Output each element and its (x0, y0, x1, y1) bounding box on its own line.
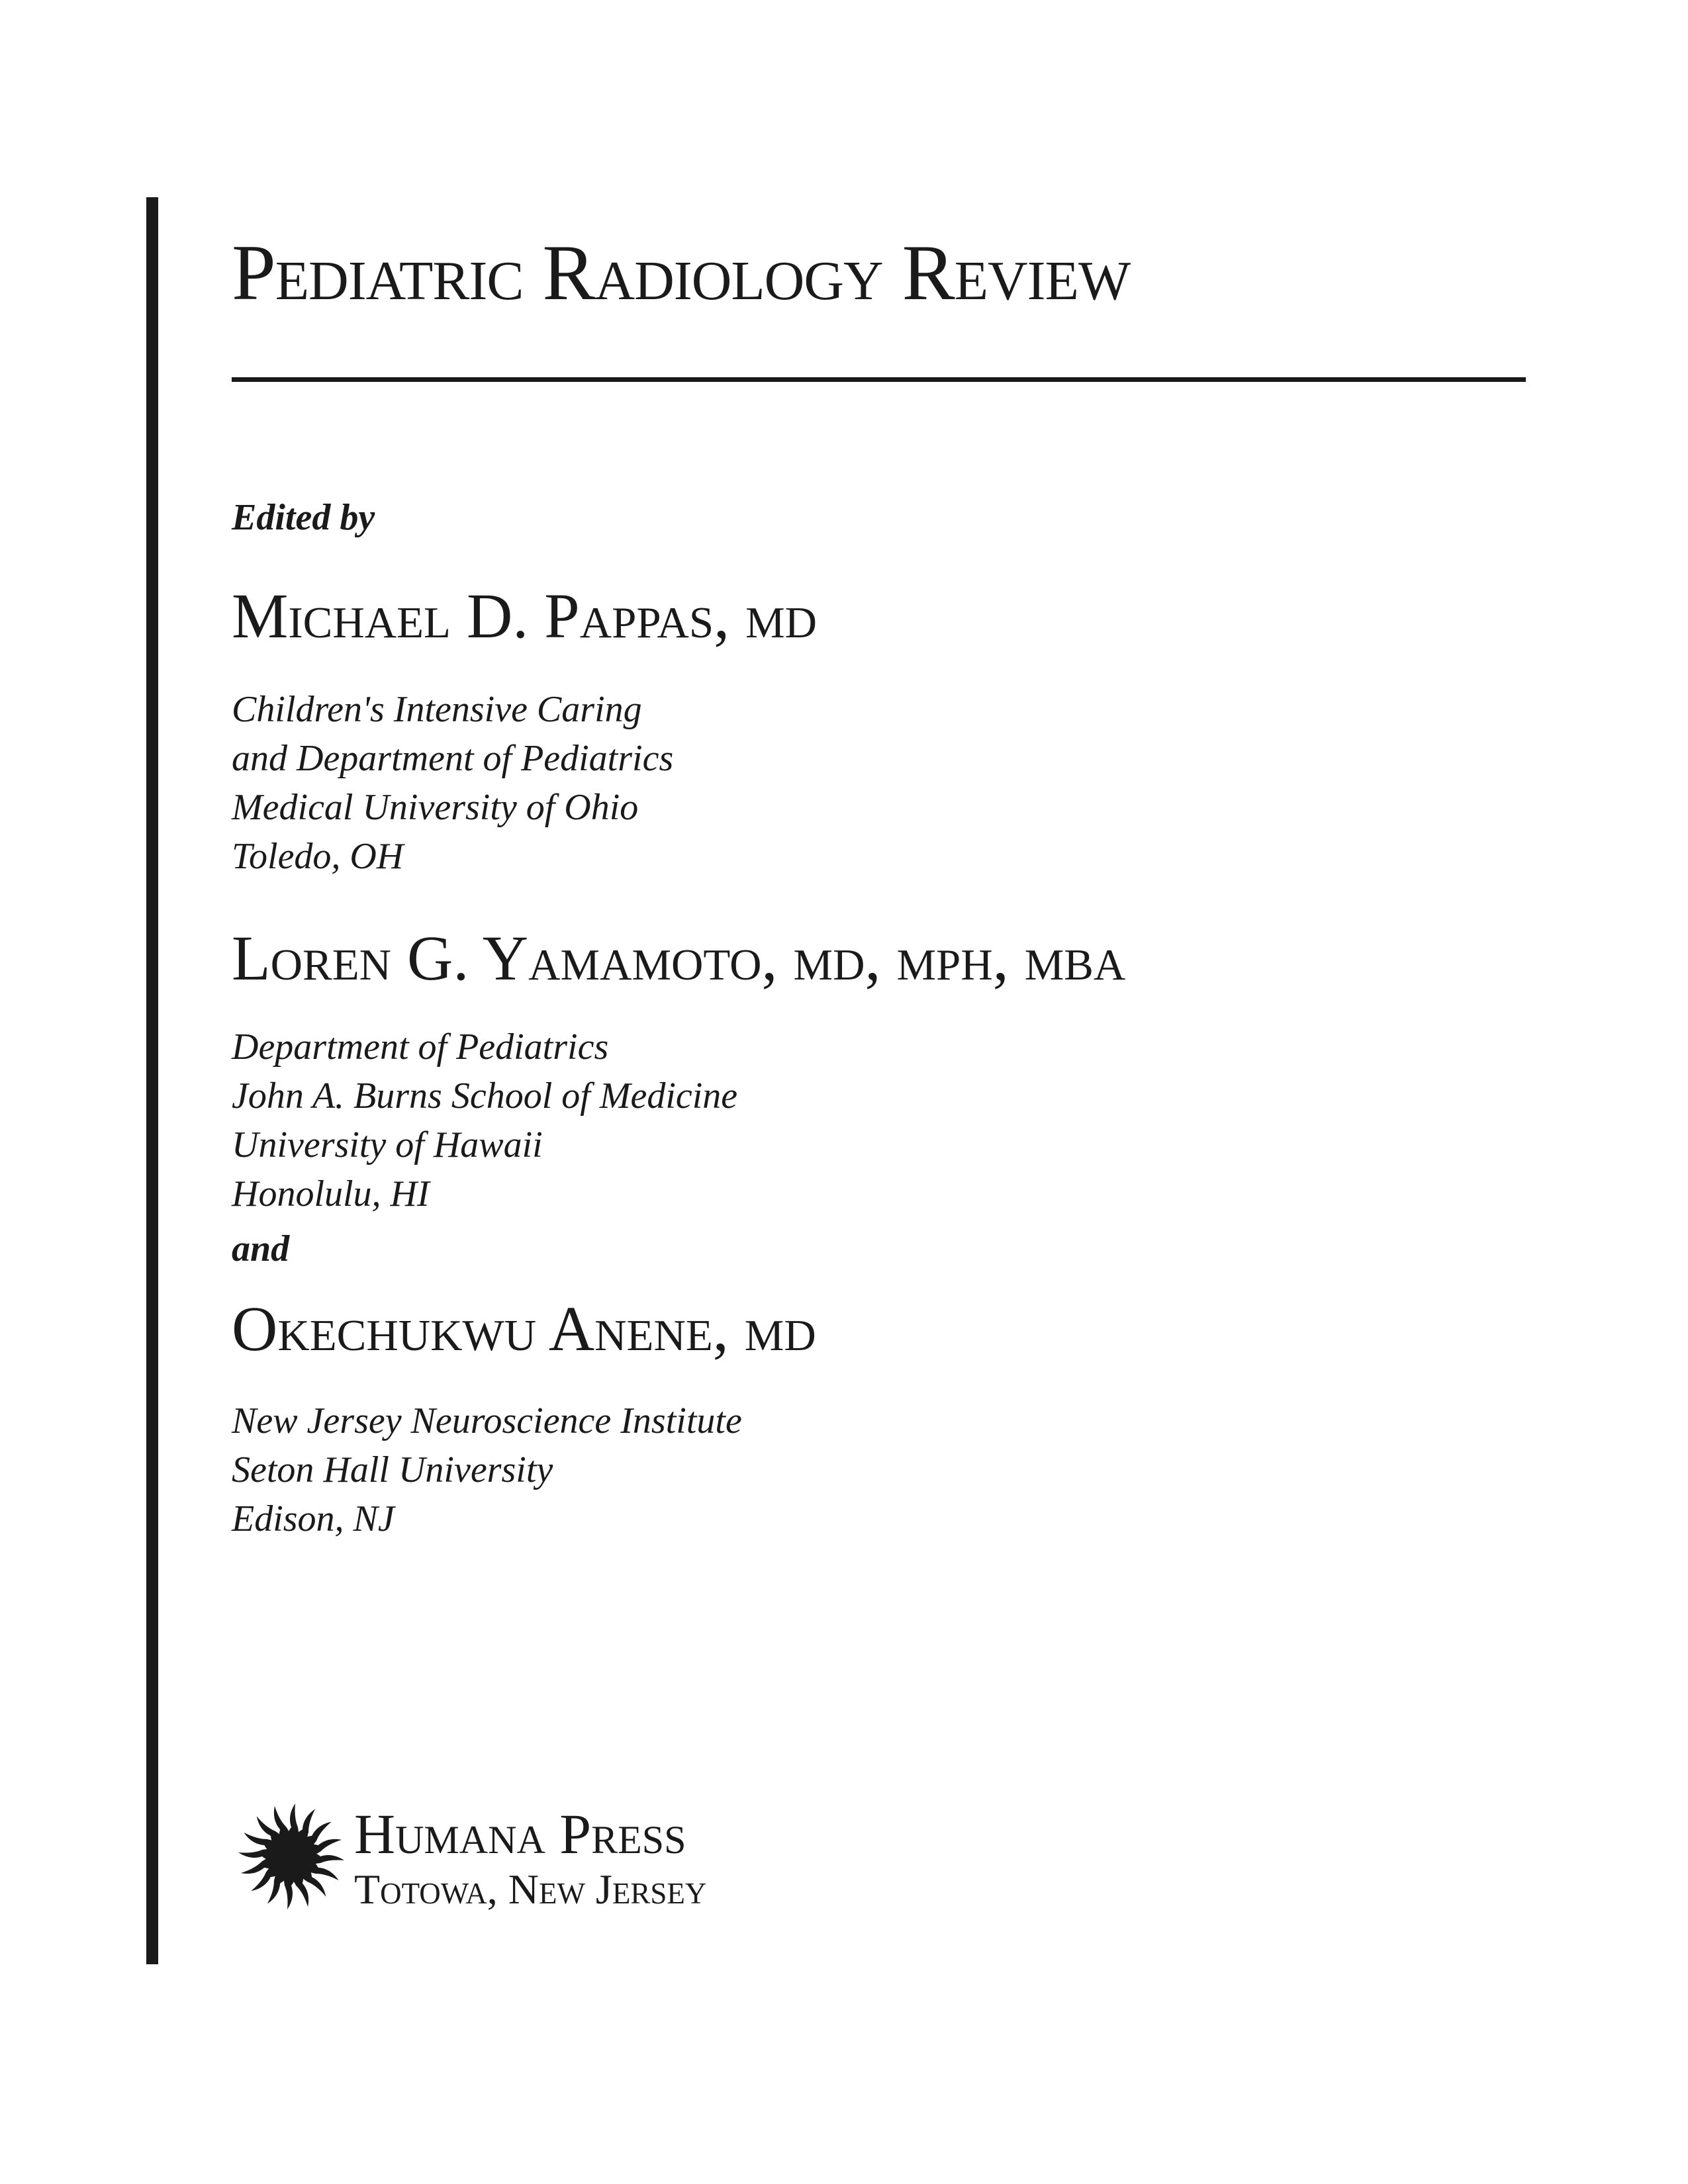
and-conjunction: and (232, 1228, 290, 1269)
affiliation-line: Toledo, OH (232, 836, 404, 877)
affiliation-line: Medical University of Ohio (232, 787, 639, 828)
affiliation-line: Seton Hall University (232, 1449, 553, 1490)
sun-logo-icon (235, 1800, 348, 1913)
title-rule (232, 377, 1526, 382)
left-vertical-bar (146, 197, 158, 1964)
affiliation-line: John A. Burns School of Medicine (232, 1075, 738, 1116)
editor-affiliation-1 (232, 685, 673, 881)
publisher-name: Humana Press (354, 1802, 686, 1866)
publisher-location: Totowa, New Jersey (354, 1866, 707, 1913)
affiliation-line: Honolulu, HI (232, 1173, 430, 1214)
affiliation-line: Edison, NJ (232, 1498, 395, 1539)
publisher-block (235, 1800, 778, 1933)
affiliation-line: and Department of Pediatrics (232, 738, 674, 779)
editor-affiliation-3 (232, 1396, 742, 1543)
affiliation-line: Children's Intensive Caring (232, 689, 642, 730)
affiliation-line: New Jersey Neuroscience Institute (232, 1400, 742, 1441)
affiliation-line: University of Hawaii (232, 1124, 543, 1165)
editor-affiliation-2 (232, 1023, 737, 1218)
editor-name-1: Michael D. Pappas, md (232, 580, 818, 651)
edited-by-label: Edited by (232, 497, 375, 538)
editor-name-2: Loren G. Yamamoto, md, mph, mba (232, 923, 1126, 993)
editor-name-3: Okechukwu Anene, md (232, 1293, 816, 1364)
book-title: Pediatric Radiology Review (232, 228, 1131, 316)
affiliation-line: Department of Pediatrics (232, 1026, 609, 1068)
